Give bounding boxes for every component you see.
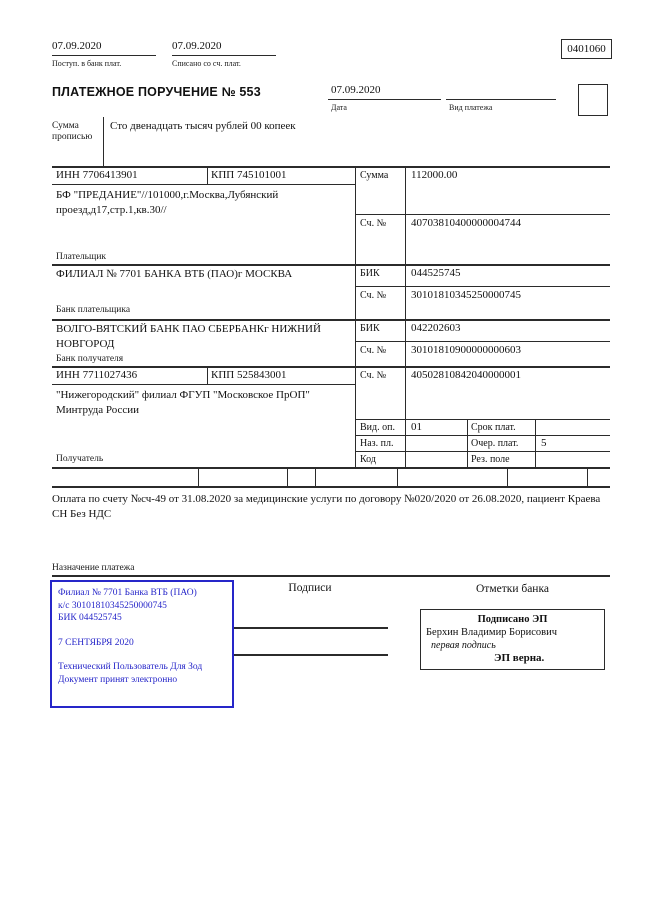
payer-bank-bik-label: БИК: [360, 268, 380, 279]
purpose-text: Оплата по счету №сч-49 от 31.08.2020 за медицинские услуги по договору №020/2020 от 26.08.2020, пациент Краева СН Без НДС: [52, 493, 601, 520]
stamp-accepted: Документ принят электронно: [58, 674, 178, 685]
purpose-label: Назначение платежа: [52, 563, 135, 573]
beneficiary-kpp: КПП 525843001: [211, 369, 287, 381]
beneficiary-account-label: Сч. №: [360, 370, 387, 381]
stamp-bank-name: Филиал № 7701 Банка ВТБ (ПАО): [58, 588, 197, 598]
table-line: [52, 166, 610, 168]
form-code-box: 0401060: [561, 39, 612, 59]
table-line: [397, 467, 398, 486]
received-date: 07.09.2020: [52, 40, 102, 52]
amount-words-value: Сто двенадцать тысяч рублей 00 копеек: [110, 120, 296, 132]
stamp-bik: БИК 044525745: [58, 613, 122, 623]
table-line: [207, 166, 208, 184]
payer-bank-name: ФИЛИАЛ № 7701 БАНКА ВТБ (ПАО)г МОСКВА: [56, 268, 293, 280]
debited-date-underline: [172, 55, 276, 56]
received-date-underline: [52, 55, 156, 56]
payment-type-underline: [446, 99, 556, 100]
debited-date-label: Списано со сч. плат.: [172, 59, 241, 68]
amount-label: Сумма: [360, 170, 389, 181]
esign-kind: первая подпись: [431, 640, 496, 651]
table-line: [198, 467, 199, 486]
date-label: Дата: [331, 103, 347, 112]
table-line: [587, 467, 588, 486]
payer-bank-bik: 044525745: [411, 267, 461, 279]
debited-date: 07.09.2020: [172, 40, 222, 52]
payer-name: БФ "ПРЕДАНИЕ"//101000,г.Москва,Лубянский проезд,д17,стр.1,кв.30//: [56, 189, 279, 216]
payer-account-label: Сч. №: [360, 218, 387, 229]
payment-type-checkbox: [578, 84, 608, 116]
table-line: [356, 419, 610, 420]
table-line: [356, 435, 610, 436]
date-underline: [328, 99, 441, 100]
signature-line-1: [232, 627, 388, 629]
beneficiary-bank-label: Банк получателя: [56, 354, 124, 364]
beneficiary-bank-bik: 042202603: [411, 322, 461, 334]
table-line: [52, 486, 610, 488]
table-line: [356, 341, 610, 342]
amount-words-divider: [103, 117, 104, 166]
table-line: [287, 467, 288, 486]
table-line: [405, 166, 406, 467]
beneficiary-account: 40502810842040000001: [411, 369, 521, 381]
payer-bank-account-label: Сч. №: [360, 290, 387, 301]
esign-box: [420, 609, 605, 670]
beneficiary-bank-account: 30101810900000000603: [411, 344, 521, 356]
code-label: Код: [360, 454, 376, 465]
document-date: 07.09.2020: [331, 84, 381, 96]
received-date-label: Поступ. в банк плат.: [52, 59, 122, 68]
table-line: [52, 467, 610, 469]
esign-name: Берхин Владимир Борисович: [426, 627, 557, 638]
op-type-value: 01: [411, 421, 422, 433]
purpose-underline: [52, 575, 610, 577]
esign-valid: ЭП верна.: [494, 652, 545, 664]
amount-words-label: Сумма прописью: [52, 121, 93, 142]
payer-account-value: 40703810400000004744: [411, 217, 521, 229]
payer-kpp: КПП 745101001: [211, 169, 287, 181]
beneficiary-label: Получатель: [56, 454, 104, 464]
stamp-date: 7 СЕНТЯБРЯ 2020: [58, 637, 134, 648]
beneficiary-bank-account-label: Сч. №: [360, 345, 387, 356]
table-line: [356, 214, 610, 215]
payer-inn: ИНН 7706413901: [56, 169, 138, 181]
reserve-label: Рез. поле: [471, 454, 510, 465]
priority-label: Очер. плат.: [471, 438, 519, 449]
op-type-label: Вид. оп.: [360, 422, 395, 433]
priority-value: 5: [541, 437, 547, 449]
signatures-heading: Подписи: [288, 582, 332, 594]
beneficiary-name: "Нижегородский" филиал ФГУП "Московское ПрОП" Минтруда России: [56, 389, 310, 416]
document-title: ПЛАТЕЖНОЕ ПОРУЧЕНИЕ № 553: [52, 85, 261, 99]
table-line: [52, 384, 356, 385]
table-line: [315, 467, 316, 486]
table-line: [52, 319, 610, 321]
beneficiary-bank-name: ВОЛГО-ВЯТСКИЙ БАНК ПАО СБЕРБАНКг НИЖНИЙ НОВГОРОД: [56, 323, 321, 350]
payer-label: Плательщик: [56, 252, 107, 262]
due-label: Срок плат.: [471, 422, 516, 433]
table-line: [52, 366, 610, 368]
bank-stamp: [50, 580, 234, 708]
table-line: [52, 184, 356, 185]
table-line: [356, 451, 610, 452]
table-line: [467, 419, 468, 467]
stamp-corr-account: к/с 30101810345250000745: [58, 600, 167, 611]
signature-line-2: [232, 654, 388, 656]
table-line: [355, 166, 356, 467]
table-line: [535, 419, 536, 467]
table-line: [207, 366, 208, 384]
table-line: [52, 264, 610, 266]
bank-marks-heading: Отметки банка: [476, 583, 549, 595]
table-line: [356, 286, 610, 287]
purpose-code-label: Наз. пл.: [360, 438, 394, 449]
payer-bank-label: Банк плательщика: [56, 305, 131, 315]
stamp-user: Технический Пользователь Для Зод: [58, 662, 203, 672]
payment-type-label: Вид платежа: [449, 103, 493, 112]
beneficiary-bank-bik-label: БИК: [360, 323, 380, 334]
table-line: [507, 467, 508, 486]
beneficiary-inn: ИНН 7711027436: [56, 369, 138, 381]
esign-title: Подписано ЭП: [477, 614, 548, 625]
payer-bank-account: 30101810345250000745: [411, 289, 521, 301]
amount-value: 112000.00: [411, 169, 458, 181]
